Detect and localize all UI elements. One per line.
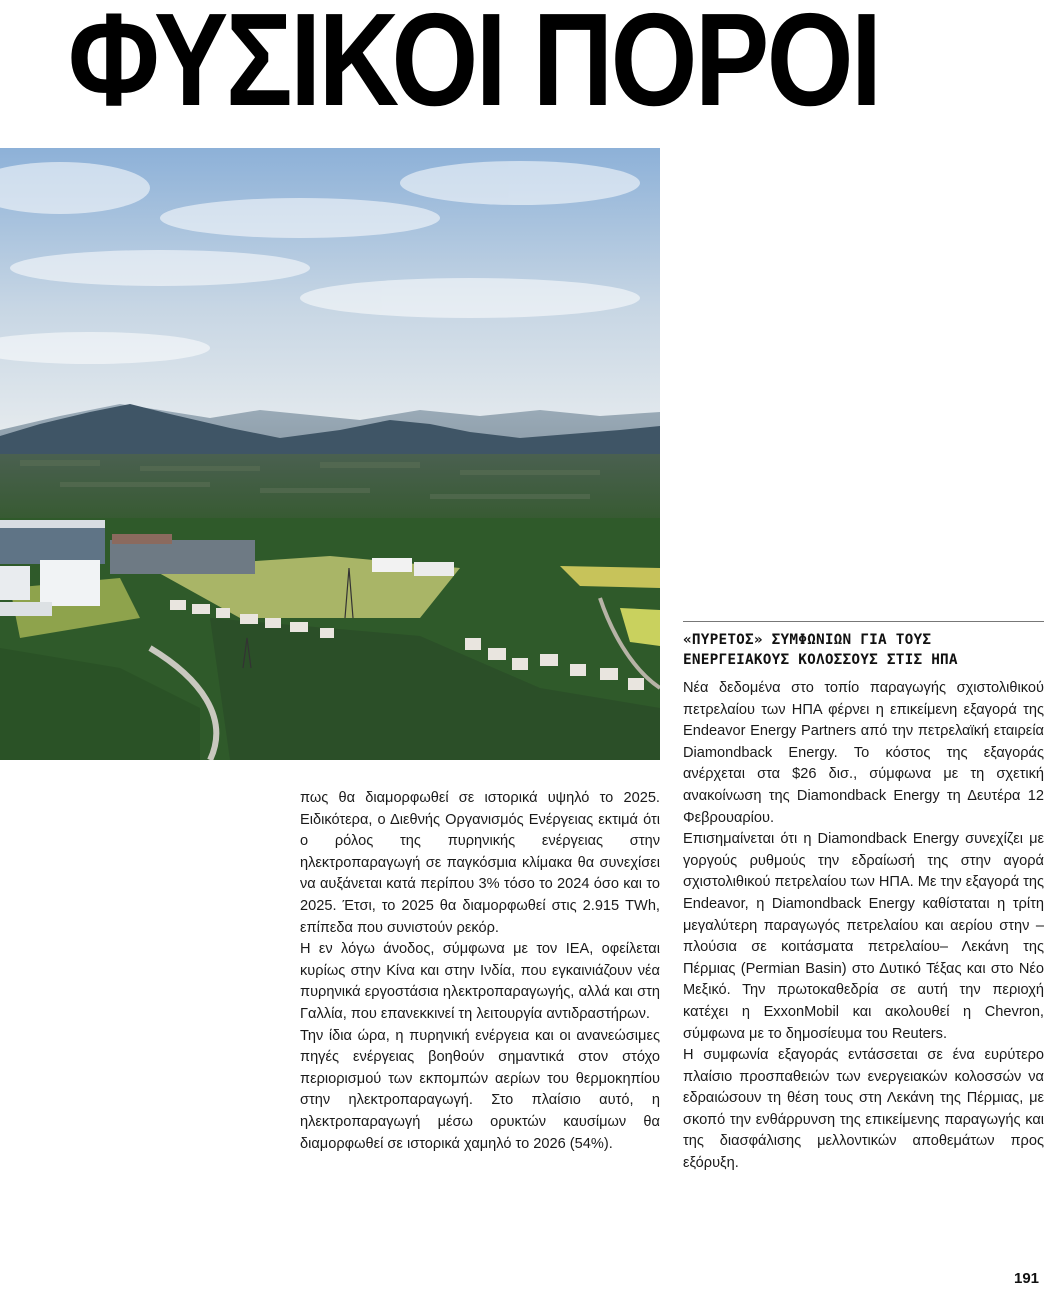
section-title: ΦΥΣΙΚΟΙ ΠΟΡΟΙ xyxy=(68,0,880,133)
sidebar-rule xyxy=(683,621,1044,622)
paragraph: Η εν λόγω άνοδος, σύμφωνα με τον ΙΕΑ, οφείλεται κυρίως στην Κίνα και στην Ινδία, που εγκαινιάζουν νέα πυρηνικά εργοστάσια ηλεκτροπαραγωγής, αλλά και στη Γαλλία, που επανεκκινεί τη λειτουργία αντιδραστήρων. xyxy=(300,941,660,1022)
article-column-right xyxy=(683,678,1044,1175)
paragraph: Η συμφωνία εξαγοράς εντάσσεται σε ένα ευρύτερο πλαίσιο προσπαθειών των ενεργειακών κολοσσών να εδραιώσουν τη θέση τους στη Λεκάνη της Πέρμιας, με σκοπό την ενθάρρυνση της επικείμενης παραγωγής και της διασφάλισης μελλοντικών αποθεμάτων προς εξόρυξη. xyxy=(683,1047,1044,1172)
landscape-photo xyxy=(0,148,660,760)
paragraph: Την ίδια ώρα, η πυρηνική ενέργεια και οι ανανεώσιμες πηγές ενέργειας βοηθούν σημαντικά στον στόχο περιορισμού των εκπομπών αερίων του θερμοκηπίου στην ηλεκτροπαραγωγή. Στο πλαίσιο αυτό, η ηλεκτροπαραγωγή μέσω ορυκτών καυσίμων θα διαμορφωθεί σε ιστορικά χαμηλό το 2026 (54%). xyxy=(300,1027,660,1152)
paragraph: Επισημαίνεται ότι η Diamondback Energy συνεχίζει με γοργούς ρυθμούς την εδραίωσή της στην αγορά σχιστολιθικού πετρελαίου των ΗΠΑ. Με την εξαγορά της Endeavor, η Diamondback Energy καθίσταται η τρίτη μεγαλύτερη παραγωγός πετρελαίου και αερίου στην –πλούσια σε κοιτάσματα πετρελαίου– Λεκάνη της Πέρμιας (Permian Basin) στο Δυτικό Τέξας και στο Νέο Μεξικό. Την πρωτοκαθεδρία σε αυτή την περιοχή κατέχει η ExxonMobil και ακολουθεί η Chevron, σύμφωνα με το δημοσίευμα του Reuters. xyxy=(683,831,1044,1042)
sidebar-heading: «ΠΥΡΕΤΟΣ» ΣΥΜΦΩΝΙΩΝ ΓΙΑ ΤΟΥΣ ΕΝΕΡΓΕΙΑΚΟΥΣ ΚΟΛΟΣΣΟΥΣ ΣΤΙΣ ΗΠΑ xyxy=(683,632,958,668)
paragraph: πως θα διαμορφωθεί σε ιστορικά υψηλό το 2025. Ειδικότερα, ο Διεθνής Οργανισμός Ενέργειας εκτιμά ότι ο ρόλος της πυρηνικής ενέργειας στην ηλεκτροπαραγωγή σε παγκόσμια κλίμακα θα συνεχίσει να αυξάνεται κατά περίπου 3% τόσο το 2024 όσο και το 2025. Έτσι, το 2025 θα διαμορφωθεί στις 2.915 TWh, επίπεδα που συνιστούν ρεκόρ. xyxy=(300,790,660,936)
page-number: 191 xyxy=(1014,1270,1040,1287)
article-column-middle xyxy=(300,788,660,1155)
paragraph: Νέα δεδομένα στο τοπίο παραγωγής σχιστολιθικού πετρελαίου των ΗΠΑ φέρνει η επικείμενη εξαγορά της Endeavor Energy Partners από την πετρελαϊκή εταιρεία Diamondback Energy. Το κόστος της εξαγοράς ανέρχεται στα $26 δισ., σύμφωνα με τη σχετική ανακοίνωση της Diamondback Energy τη Δευτέρα 12 Φεβρουαρίου. xyxy=(683,680,1044,826)
